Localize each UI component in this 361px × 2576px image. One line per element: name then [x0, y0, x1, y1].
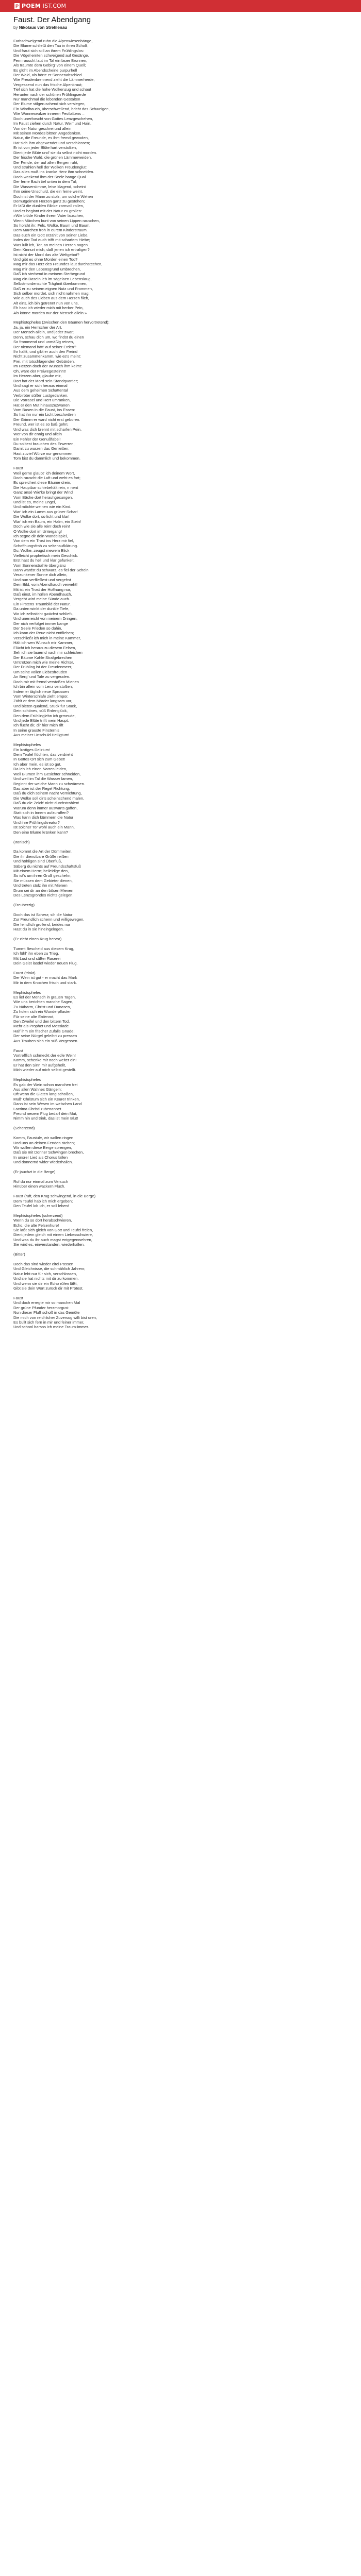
poem-line: Der Blume stilgeruschend sich versiegen,: [13, 101, 86, 107]
poem-line: Und unerreicht von meinem Dringen,: [13, 616, 78, 621]
poem-line: Damit zu wurzen das Genießen;: [13, 446, 70, 451]
stanza-break: [13, 1174, 343, 1179]
poem-line: Und höhligen sind Überfluß,: [13, 859, 62, 864]
poem-line: Und möchte weinen wie ein Kind.: [13, 504, 72, 510]
poem-line: Der ferne Bach tief unten in dem Tal;: [13, 179, 77, 184]
poem-line: Drum sei dir an den bösen Mienen: [13, 888, 74, 893]
poem-line: Wärum denn immer auswärts gaffen,: [13, 805, 78, 810]
poem-line: Faust: [13, 1295, 23, 1300]
poem-line: Der seine Nürgel geleihrt zu pressen: [13, 1033, 77, 1039]
poem-line: Mit Lust und süßer Raserei: [13, 956, 61, 961]
poem-line: Tummt Bescheid aus diesem Krug,: [13, 946, 74, 951]
poem-line: Mehr als Prophet und Messiade: [13, 1024, 69, 1029]
poem-line: Ich segne dir dein Wandelspiel,: [13, 534, 68, 538]
poem-line: Da ieh ich einen Narren leiden,: [13, 767, 68, 772]
poem-line: Hinüber einen wackern Fluch.: [13, 1184, 65, 1189]
poem-line: Dort hat der Mord sein Standquartier;: [13, 378, 78, 383]
poem-line: Da kommt die Art der Dümmeiten,: [13, 849, 73, 854]
poem-line: Ganz ansé Wie'ke bringt der Wind: [13, 490, 73, 495]
poem-line: Was lullt ich, Tor, an meinen Herzen nagen: [13, 242, 88, 247]
poem-line: Dein schönes, süß Erdenglück,: [13, 708, 68, 714]
poem-line: Faust: [13, 1048, 23, 1053]
poem-line: Mit seinen Mordes bittren Angedenken.: [13, 131, 81, 136]
poem-line: Echo, die alte Felsenhure!: [13, 1223, 59, 1228]
poem-line: Zu holen sich ein Wunderpflaster: [13, 1009, 71, 1014]
poem-line: Zu Näharm, Christ und Dunasen,: [13, 1004, 71, 1009]
poem-line: Wenn Märchen bunt von seinen Lippen rauschen,: [13, 218, 100, 223]
poem-line: Aus meiner Unschuld Heiligtum!: [13, 733, 70, 738]
poem-line: Ihr halfit, und gibt er auch den Freind: [13, 349, 78, 354]
poem-line: Der nich verfolget immer bange: [13, 621, 68, 626]
poem-line: Der Grimm er ward nicht erst geboren.: [13, 417, 80, 422]
poem-line: In seine grauste Finsternis: [13, 727, 60, 733]
poem-line: Wie Wonneseufzer inneren Festlaßens –: [13, 111, 85, 116]
poem-line: Sie läßt sich gleich von Gott und Teufel freien,: [13, 1228, 93, 1233]
poem-line: Wo ich zelbsticht gwächst schlief»,: [13, 611, 74, 616]
poem-line: Und bieten qualend, Stück für Stück,: [13, 703, 77, 708]
poem-line: Daß du die Zeich' nicht durchstrahlen!: [13, 801, 79, 806]
poem-line: Freund neuern Flug bedarf dein Mut,: [13, 1111, 77, 1116]
poem-line: Wer von dir ennig und allein: [13, 432, 62, 437]
poem-line: Das euch ein Gott erzählt von seiner Liebe,: [13, 232, 89, 238]
poem-line: Dein Bild, vom Abendhauch verweht!: [13, 582, 78, 587]
poem-line: Die feindlich grollend, beides nur: [13, 922, 71, 927]
poem-line: Und schonl barsos ich meine Traum-immer.: [13, 1325, 89, 1330]
poem-line: Ich bin allein vom Lenz verstoßen;: [13, 684, 73, 689]
poem-line: Mephistopheles (scherzend): [13, 1213, 63, 1218]
poem-line: Wie Freudenbrennend zieht die Lämmerherde,: [13, 77, 95, 82]
poem-line: In unsrer Lied als Chorus fallen: [13, 1155, 68, 1160]
poem-line: Die Vögel ernten schweigend auf Gesänge.: [13, 53, 89, 58]
poem-line: O Wolke dort im Untergang!: [13, 529, 62, 534]
poem-line: Das aber ist der Regel Richtung,: [13, 786, 70, 791]
poem-line: »Wie blöde Kinder ihrem Vater lauschen,: [13, 213, 85, 218]
poem-line: Um seine vollen Liebesfreuden: [13, 669, 68, 674]
stanza-break: [13, 907, 343, 912]
poem-line: Dann ist sein Wesen im welschen Land: [13, 1101, 82, 1107]
poem-line: Im Faust ziehen durch Natur, Weir' und Hain,: [13, 121, 92, 126]
poem-line: Vom Winterschlafe zieht empor,: [13, 693, 69, 699]
poem-author[interactable]: Nikolaus von Strehlenau: [19, 25, 68, 30]
poem-line: Doch unerforscht von Gottes Lenzgeschehen,: [13, 116, 93, 121]
poem-line: Zur Freundlich schenn und willigewegen,: [13, 917, 85, 922]
poem-line: Doch das sind wieder eitel Possen: [13, 1261, 74, 1266]
poem-line: Daß du dich seinem nacht Vernichtung,: [13, 791, 82, 796]
poem-line: Ein Firstens Traumbild der Natur.: [13, 601, 71, 606]
poem-line: Weil Blumen ihm Gesichter schneiden,: [13, 771, 81, 776]
poem-line: Nimm hin und trink, das ist mein Blut!: [13, 1116, 78, 1121]
stanza-break: [13, 1208, 343, 1213]
stanza-break: [13, 1121, 343, 1126]
poem-byline: [13, 25, 343, 30]
poem-line: Von dem ein Trost ins Herz mir fiel,: [13, 538, 74, 544]
poem-line: Sich selber mordet, sich nicht nahmen mag;: [13, 291, 90, 296]
poem-line: Beginnt der weiche Mann zu schwärmen.: [13, 781, 85, 786]
poem-line: Eh hast ich wieder mich mit herber Pein,: [13, 306, 84, 311]
poem-line: Ich flucht dir, dir hier mich rift: [13, 723, 63, 728]
poem-line: So horcht ihr, Fels, Wolke, Baum und Baum,: [13, 223, 91, 228]
poem-line: Indem er täglich neue Sprossen: [13, 689, 69, 694]
poem-line: Den eine Blume kränken kann?: [13, 829, 68, 835]
poem-line: Verzunkener Sonne dich allein,: [13, 572, 68, 578]
poem-line: Als könne morden nur der Mensch allein.»: [13, 310, 87, 315]
poem-line: Hat er den Mut hinauszuzwanen: [13, 402, 70, 408]
stanza-break: [13, 985, 343, 990]
poem-line: Die mich von reichlicher Zuversog willi bist oren,: [13, 1315, 97, 1320]
poem-line: Es lief der Mensch in grauen Tagen,: [13, 994, 76, 999]
poem-line: Nun dieser Fluß schoß in das Gemüte: [13, 1310, 80, 1315]
poem-line: Fern rauscht laut im Tal ein lauer Bronnen,: [13, 58, 87, 63]
poem-line: Umtrotzen mich wie meine Richter,: [13, 659, 74, 665]
poem-line: Doch weckend ihm der Seele bange Qual: [13, 174, 86, 179]
poem-line: Dem Teufel hab ich mich ergeben;: [13, 1198, 73, 1204]
poemist-logo-icon: P: [15, 3, 19, 9]
poem-line: Und treten stolz ihn mit Mienen: [13, 883, 68, 888]
poem-line: Frei, mit totschlagenden Gebärden,: [13, 359, 75, 364]
poem-line: Zählt er dem Mörder langsam vor,: [13, 699, 72, 704]
poem-line: Muß' Christum sich ein Keurer trinken,: [13, 1096, 80, 1101]
poem-line: Den Teufel lob ich, er soll leben!: [13, 1203, 69, 1208]
poem-line: Die Wolke dort, so licht und klar!: [13, 514, 70, 519]
poem-line: Erst hast du hell und klar gefunkelt,: [13, 558, 75, 563]
poem-line: Verschließt ich mich in meine Kammer,: [13, 635, 81, 640]
poem-line: Doch rauscht die Luft und weht es fort;: [13, 475, 81, 480]
poem-line: Ein Fehler der Genußfabel!: [13, 436, 61, 442]
poem-line: Der Fende, der auf allen Bergen ruht,: [13, 160, 78, 165]
poem-line: Des Lenzsgrondes nichts gelegen.: [13, 893, 74, 898]
poem-line: Hat sich ihm abgewendet und verschlossen;: [13, 140, 90, 145]
poem-line: Faust (trinkt): [13, 970, 36, 975]
poem-line: Und Gleichnisse, die schmählich Jahrenr,: [13, 1266, 86, 1272]
poem-line: Sie wird es, einverstanden, wiederhallen.: [13, 1242, 85, 1247]
poem-line: Denn, schau dich um, wo findst du einen: [13, 334, 84, 340]
poem-line: Vielleicht prophetisch mein Geschick.: [13, 553, 78, 558]
poem-line: Und sie hat nichts mit dir zu kommen.: [13, 1276, 79, 1281]
poem-line: Tom bist du dammlich und bekommen.: [13, 456, 80, 461]
poem-line: (Er zieht einen Krug hervor): [13, 936, 62, 941]
poem-line: Da unten winkt der dunkle Tiefe,: [13, 606, 70, 612]
poem-line: Nicht zusammenkamm, wie es's meint:: [13, 354, 81, 359]
poem-line: Ein Windhauch, überschwellend, bricht das Schweigen,: [13, 106, 110, 111]
poem-line: Dein Kinnurt mich, daß jenen ich ertraligen?: [13, 247, 90, 252]
poem-line: Alt eins, ich bin getrennt nun von uns,: [13, 300, 79, 306]
poem-line: Im Herzen doch der Wunsch ihm keimt:: [13, 364, 82, 369]
stanza-break: [13, 461, 343, 466]
poem-line: Doch ist der Mann zu stolz, um solche Wehen: [13, 194, 93, 199]
poem-line: Demutgeirnen Herzen ganz zu gestehen;: [13, 198, 85, 204]
poem-line: Faust: [13, 466, 23, 471]
poem-line: Verbirbter süßer Lustgedanken,: [13, 393, 69, 398]
poem-line: Vergeht wird meine Sünde auch.: [13, 597, 70, 602]
poem-line: Mag mir den Lebensgrund umbrechen,: [13, 266, 81, 272]
poem-line: Ja, ja, ein Herrscher der Art,: [13, 325, 62, 330]
poem-line: Es glüht im Abendscheine purpurhell: [13, 67, 77, 73]
poem-line: Den dem Frühlinglebn ich grmeude,: [13, 713, 76, 718]
stanza-break: [13, 1043, 343, 1048]
poem-line: (Bitter): [13, 1252, 25, 1257]
poem-line: Und wenn sie dir ein Echo rüfen läßt,: [13, 1281, 78, 1286]
poem-line: Der frische Wald, die grünen Lämmerweiden,: [13, 155, 92, 160]
poem-line: Ein lustiges Delirium!: [13, 747, 50, 752]
poem-line: Der grüne Pfunder herzmorgust: [13, 1305, 69, 1310]
poem-line: Mit einem Herrn; beileidige den,: [13, 869, 69, 874]
stanza-break: [13, 1247, 343, 1252]
poem-line: Der niemand hätt' auf seiner Erden?: [13, 344, 76, 349]
stanza-break: [13, 1165, 343, 1170]
poem-line: Aus Trauben sich ein süß Vergessen.: [13, 1038, 78, 1043]
poem-line: Vortrefflich schmeckt der edle Wein!: [13, 1053, 76, 1058]
logo-brand-text: POEM: [22, 3, 41, 9]
poem-line: Du, Wolke, zeugst mewem Blick: [13, 548, 70, 553]
poem-line: Mephistopheles: [13, 990, 41, 995]
poem-line: Und gibt es ohne Morden einen Tod?: [13, 257, 78, 262]
poem-line: Vom Busen in die Faust, ins Essen:: [13, 408, 75, 413]
poem-line: Komm, Faustule, wir wollen ringen: [13, 1136, 74, 1141]
poem-line: Hält ich wen Wunsch mir Kammer,: [13, 640, 73, 646]
poem-line: Daß ich sterbend in meinem Sterbegrund: [13, 272, 85, 277]
poem-line: Und er beginnt mit der Natur zu grollen:: [13, 208, 82, 213]
poem-line: Hast du in sie hineingelogen.: [13, 927, 64, 932]
poem-line: Mag mir das Herz des Freundes laut durchstechen,: [13, 262, 103, 267]
poem-line: Und doch erregte mir so manchen Mal: [13, 1300, 80, 1306]
byline-prefix: by: [13, 25, 18, 30]
poem-line: (Ironisch): [13, 839, 30, 844]
poem-line: Dem Märchen froh in eurem Kinderstraum.: [13, 228, 88, 233]
poem-line: Dein Geist lasdef wieder neuen Flug.: [13, 961, 78, 966]
poem-line: Flücht ich heraus zu diesem Felsen,: [13, 645, 76, 650]
poem-line: Das alles muß ins kranke Herz ihm schneiden.: [13, 170, 94, 175]
poem-line: Und jede Blüte trifft mein Haupt.: [13, 718, 69, 723]
poem-line: Die Blume schließt den Tau in ihren Schoß,: [13, 43, 89, 48]
poem-line: (Er jauchzt in die Berge): [13, 1170, 56, 1175]
poem-body: [13, 39, 343, 1330]
poem-line: Und nun verfließest und vergehst: [13, 577, 71, 582]
poem-line: Der Frühling ist der Freudenmeer,: [13, 665, 72, 670]
poem-line: Du solltest brauchen des Erwerren,: [13, 442, 75, 446]
poem-content: [13, 15, 343, 1330]
poem-line: Säberg du nichts auf Freundschaftsfuß: [13, 863, 81, 869]
poem-line: Was kann dich kümmern die Natur: [13, 815, 74, 820]
poem-line: Mich wieder auf mich selbst gestellt.: [13, 1067, 76, 1073]
poem-line: Doch mir mit fremd verstoßen Mienen: [13, 679, 79, 684]
poem-line: Dient jedem gleich mit einem Liebesschwiere,: [13, 1232, 93, 1238]
poem-line: Mag ein Dasein leb im sägelaen Lebenslaug,: [13, 276, 92, 281]
poem-line: Die Wolke soll dir's scheinschend malen,: [13, 795, 85, 801]
poem-line: Für seine alte Erdenrot,: [13, 1014, 55, 1019]
poem-line: Von der Natur geschrei und allein: [13, 126, 72, 131]
poem-line: Doch das ist Scherz; sih die Natur: [13, 912, 73, 917]
poem-line: Ich kann der Reue nicht entfliehen;: [13, 631, 74, 636]
poem-line: Es gab der Wein schon manchen frei: [13, 1082, 78, 1087]
stanza-break: [13, 1291, 343, 1296]
poem-line: Schoffnungsfroh zu seltenaufklärung.: [13, 543, 78, 548]
stanza-break: [13, 315, 343, 320]
poem-line: Gibt sie dein Wort zurück dir mit Protest.: [13, 1286, 84, 1291]
poem-line: Der Mensch allein, und jeder zwar;: [13, 330, 74, 335]
poem-line: Die ihr dienstbare Grüße reißen: [13, 854, 69, 859]
poem-line: Der Wald, als hörte er Sonnenabschied: [13, 72, 82, 77]
poem-line: Vom Bäche dort herauhgesungen,: [13, 495, 73, 500]
poem-line: Die Hauptbar schiebehält rein, n nent: [13, 485, 78, 490]
poem-line: (Scherzend): [13, 1126, 35, 1131]
poem-line: Vergessend nun das frische Alpenkraut;: [13, 82, 83, 87]
poem-line: Dem Teufel flüchten, das verdrieht: [13, 752, 73, 757]
stanza-break: [13, 1073, 343, 1077]
poem-line: Es spreichert diese Bäume drein,: [13, 480, 71, 485]
poem-line: Mephistopheles: [13, 742, 41, 748]
stanza-break: [13, 898, 343, 903]
poem-line: Im Herzen aber, glaube mir,: [13, 374, 62, 379]
poem-line: Seh ich sie lauernd nach mir schleichen: [13, 650, 83, 655]
poem-line: Dann wardst du schwarz, es fiel der Schein: [13, 567, 89, 572]
poem-line: Mir in dem Knochen frisch und stark.: [13, 980, 77, 985]
stanza-break: [13, 1257, 343, 1262]
poem-line: Die Vorrasel und Herr umranken,: [13, 398, 71, 403]
poem-line: Als träumte dem Gebirg' von einem Quell;: [13, 63, 86, 68]
poem-line: So frommend und unmäßig reinen,: [13, 340, 74, 345]
poem-line: Vom Sonnenstrahle übergiänz: [13, 563, 66, 568]
poem-line: Farbschweigend ruhn die Alpenwiesenhänge,: [13, 39, 93, 43]
poem-line: Lacrima Christi zubenannet.: [13, 1106, 62, 1111]
poem-line: Er ist von jeder Blüte hart verstoßen,: [13, 145, 77, 150]
poem-line: Nur manchmal die lebenden Gestalten: [13, 97, 80, 102]
poem-line: Hast zuviel Würze nur genommen,: [13, 451, 74, 456]
logo-tld-text: IST.COM: [43, 3, 67, 9]
poem-line: Half ihm ein frischer Zufalls Gnade;: [13, 1028, 75, 1033]
poem-line: Der Wein ist gut - er macht das Mark: [13, 975, 77, 980]
poem-line: Und sagt er sich heraus einmal: [13, 383, 68, 388]
poem-line: Daß er zu seinem eignen Nutz und Frommen,: [13, 286, 93, 291]
poem-line: Den Zweifel und den bittern Tod.: [13, 1019, 70, 1024]
poem-line: Und ihre Frühlingskreatur?: [13, 820, 60, 825]
stanza-break: [13, 1131, 343, 1136]
top-navigation-bar: [0, 0, 361, 12]
poem-line: Komm, schenke mir noch weiter ein!: [13, 1058, 77, 1063]
poem-line: Er hat den Sinn mir aufgehellt,: [13, 1062, 67, 1067]
poemist-logo-link[interactable]: [14, 3, 66, 9]
poem-line: War' ich ein Baum, ein Halm, ein Stein!: [13, 519, 81, 524]
poem-line: Und weil im Tal die Wasser lamen,: [13, 776, 73, 782]
poem-line: Tief sich hat die hohe Wolkenzug und schaut: [13, 87, 91, 92]
stanza-break: [13, 844, 343, 849]
poem-line: In Gottes Ort sich zum Gebet!: [13, 757, 65, 762]
poem-line: Ich fühl' ihn eben zu Trieg.: [13, 951, 59, 956]
stanza-break: [13, 835, 343, 839]
stanza-break: [13, 965, 343, 970]
poem-line: Doch wie sie alle rein! doch rein!: [13, 524, 70, 529]
poem-line: Freund, wer ist es so baß gehn;: [13, 422, 69, 427]
stanza-break: [13, 941, 343, 946]
poem-line: Der Bäume Kahle Strafgebrechen: [13, 655, 72, 660]
poem-line: Wir wollen diese Berge sprengen,: [13, 1145, 72, 1150]
poem-line: Es bullt sich fern in mir und feiner immer,: [13, 1320, 85, 1325]
poem-line: Die Wasserstimme, leise klagend, scheint: [13, 184, 86, 189]
poem-line: Oft wenn die Glaten lang schoßen,: [13, 1092, 74, 1097]
poem-line: Sie müssen dem Gebieter dienen,: [13, 878, 73, 883]
poem-line: Und donnernd wider wiederhallen.: [13, 1160, 73, 1165]
poem-line: Und ist es, meine Engel,: [13, 500, 56, 505]
poem-line: Ist nicht der Mord das alte Weltgebot?: [13, 252, 79, 257]
poem-line: Weil gerne glaubt' ich deinem Wort,: [13, 470, 75, 476]
poem-line: Ihm seine Unschuld, die ein ferne weint.: [13, 189, 83, 194]
stanza-break: [13, 738, 343, 742]
poem-line: Ich aber mein, es ist so gut,: [13, 761, 61, 767]
poem-line: Daß sie mit Donner Schwingen brechen,: [13, 1150, 84, 1155]
poem-line: Mit ist ein Trost der Hoffnung nur,: [13, 587, 71, 592]
poem-line: An Berg' und Tale zu vergeuden.: [13, 674, 70, 680]
poem-line: Statt sich in Innern aufzuraffen?: [13, 810, 69, 816]
poem-line: Daß einst, im hüllen Abendhauch,: [13, 592, 72, 597]
stanza-break: [13, 932, 343, 937]
poem-line: Natur, die Freunde, es ihm fremd gewoden,: [13, 135, 89, 141]
poem-line: Aus allen Wahnes Gängeln;: [13, 1087, 62, 1092]
poem-line: Und uns an deinen Fenden rächen;: [13, 1140, 75, 1145]
poem-title: Faust. Der Abendgang: [13, 15, 91, 24]
poem-line: Wenn du so dort herabschwieren,: [13, 1218, 72, 1223]
poem-line: Und was du ihr auch magst entgegenwehren,: [13, 1237, 92, 1242]
poem-line: Ist solcher Tor wohl auch ein Mann,: [13, 825, 75, 830]
poem-line: So hat ihn nur ein Licht beschwören: [13, 412, 76, 417]
poem-line: Herunter nach der schönen Frühlingserde: [13, 92, 86, 97]
poem-line: So ist's um ihren Gruß geschehn;: [13, 873, 72, 878]
poem-line: Und fraut sich still an ihrem Frühlingslos:: [13, 48, 84, 53]
poem-line: Und strahlen hell der Wolken Freudenglut:: [13, 164, 87, 170]
poem-line: Mephistopheles: [13, 1077, 41, 1082]
poem-line: Aus dem geheimen Schattental: [13, 388, 68, 393]
poem-line: War' ich ein Lamm aus grüner Schar!: [13, 509, 78, 514]
poem-line: Selbstmordenschte Träghnit überkommen,: [13, 281, 88, 286]
stanza-break: [13, 1189, 343, 1194]
poem-line: Mephistopheles (zwischen den Bäumen hervortretend):: [13, 320, 110, 325]
poem-line: Und was dich brennt mit scharfen Pein,: [13, 427, 82, 432]
poem-line: Er läßt die dunklen Blicke zornvoll rollen,: [13, 204, 84, 209]
poem-line: Dient jede Blüte und' sie du selbst nicht morden.: [13, 150, 97, 155]
poem-line: Faust (ruft, den Krug schwingend, in die Berge): [13, 1194, 96, 1199]
poem-line: Der Seele Frieden so dahin,: [13, 626, 62, 631]
poem-line: Wie auch des Lieben aus dem Herzen flieh,: [13, 296, 89, 301]
poem-line: (Treuherzig): [13, 903, 35, 907]
poem-line: Indes der Tod euch trifft mit scharfem Hiebe;: [13, 238, 90, 243]
poem-line: Ruf du nur einmal zum Versuch: [13, 1179, 68, 1184]
poem-line: Oh, wäre der Freiwegesteinnt!: [13, 368, 66, 374]
poem-line: Natur lebt nur für sich, verschlossen,: [13, 1271, 77, 1276]
poem-line: Wie uns berichten manche Sagen,: [13, 999, 74, 1005]
